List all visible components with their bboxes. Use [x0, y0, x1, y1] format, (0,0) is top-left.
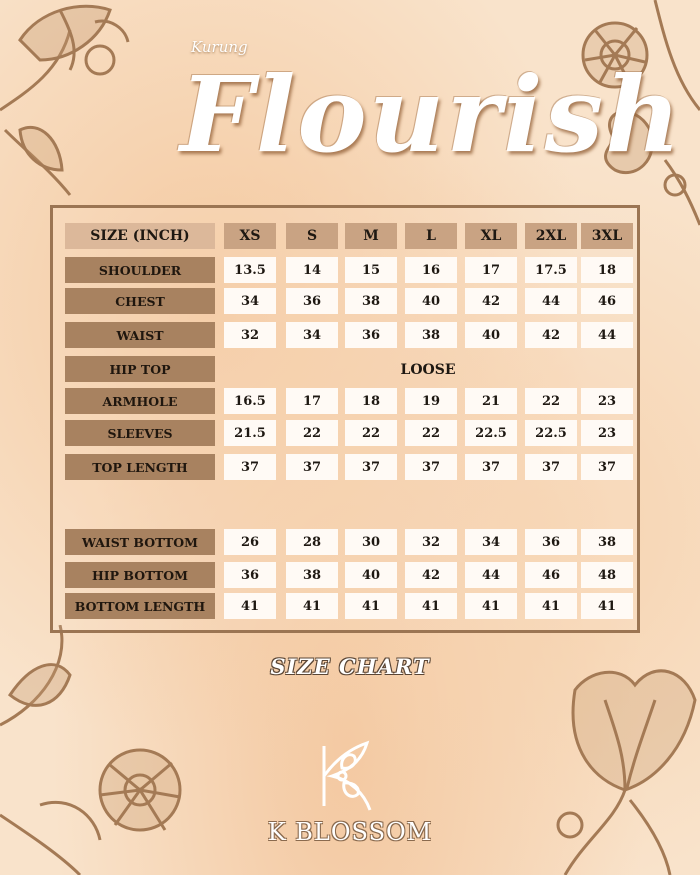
table-cell: 34 [224, 288, 276, 314]
table-cell: 17 [286, 388, 338, 414]
table-cell: 32 [224, 322, 276, 348]
table-cell: 41 [581, 593, 633, 619]
table-cell: 37 [224, 454, 276, 480]
row-label-bottom-length: BOTTOM LENGTH [65, 593, 215, 619]
brand-name: K BLOSSOM [267, 818, 433, 846]
table-cell: 19 [405, 388, 457, 414]
table-cell: 41 [345, 593, 397, 619]
table-cell: 40 [465, 322, 517, 348]
table-cell: 22 [286, 420, 338, 446]
table-cell: 40 [405, 288, 457, 314]
row-label-shoulder: SHOULDER [65, 257, 215, 283]
flower-illustration-icon [545, 660, 700, 875]
table-cell: 36 [525, 529, 577, 555]
table-cell: 17.5 [525, 257, 577, 283]
table-cell: 28 [286, 529, 338, 555]
k-blossom-logo-icon [312, 738, 382, 814]
table-cell: 26 [224, 529, 276, 555]
table-cell: 21.5 [224, 420, 276, 446]
table-cell: 40 [345, 562, 397, 588]
table-cell: 44 [465, 562, 517, 588]
table-cell: 37 [405, 454, 457, 480]
table-cell: 44 [581, 322, 633, 348]
table-cell: 36 [224, 562, 276, 588]
table-cell: 23 [581, 388, 633, 414]
size-header-s: S [286, 223, 338, 249]
row-label-hip-top: HIP TOP [65, 356, 215, 382]
table-cell: 18 [581, 257, 633, 283]
size-header-xs: XS [224, 223, 276, 249]
table-cell: 22 [345, 420, 397, 446]
size-header-m: M [345, 223, 397, 249]
table-cell: 42 [405, 562, 457, 588]
table-cell: 41 [465, 593, 517, 619]
table-cell: 44 [525, 288, 577, 314]
collection-title: Flourish [180, 53, 683, 176]
table-cell: 16 [405, 257, 457, 283]
size-chart-heading: SIZE CHART [270, 654, 430, 679]
table-cell: 37 [286, 454, 338, 480]
flower-illustration-icon [0, 0, 150, 200]
table-cell: 30 [345, 529, 397, 555]
table-cell: 14 [286, 257, 338, 283]
table-cell: 13.5 [224, 257, 276, 283]
table-cell: 48 [581, 562, 633, 588]
row-label-chest: CHEST [65, 288, 215, 314]
collection-subtitle: Kurung [191, 38, 248, 56]
table-cell: 42 [525, 322, 577, 348]
table-cell: 46 [525, 562, 577, 588]
table-cell: 17 [465, 257, 517, 283]
table-cell: 37 [525, 454, 577, 480]
table-cell: 36 [345, 322, 397, 348]
table-cell: 38 [286, 562, 338, 588]
table-cell: 46 [581, 288, 633, 314]
table-cell: 22.5 [465, 420, 517, 446]
row-label-armhole: ARMHOLE [65, 388, 215, 414]
row-label-waist: WAIST [65, 322, 215, 348]
row-label-waist-bottom: WAIST BOTTOM [65, 529, 215, 555]
table-cell: 32 [405, 529, 457, 555]
size-header-xl: XL [465, 223, 517, 249]
table-cell: 22 [405, 420, 457, 446]
table-cell: 41 [405, 593, 457, 619]
table-cell: 37 [581, 454, 633, 480]
size-header-l: L [405, 223, 457, 249]
table-header-label: SIZE (INCH) [65, 223, 215, 249]
row-label-sleeves: SLEEVES [65, 420, 215, 446]
table-cell: 38 [345, 288, 397, 314]
table-cell: 22 [525, 388, 577, 414]
size-header-3xl: 3XL [581, 223, 633, 249]
row-label-top-length: TOP LENGTH [65, 454, 215, 480]
table-cell: 41 [286, 593, 338, 619]
table-cell: 16.5 [224, 388, 276, 414]
table-cell: 34 [465, 529, 517, 555]
table-cell: 21 [465, 388, 517, 414]
table-cell: 23 [581, 420, 633, 446]
row-label-hip-bottom: HIP BOTTOM [65, 562, 215, 588]
table-cell: 37 [465, 454, 517, 480]
table-cell: 41 [224, 593, 276, 619]
table-cell: 38 [581, 529, 633, 555]
table-cell: 22.5 [525, 420, 577, 446]
table-cell: 15 [345, 257, 397, 283]
table-cell: 42 [465, 288, 517, 314]
hip-top-loose-value: LOOSE [400, 362, 456, 378]
table-cell: 38 [405, 322, 457, 348]
table-cell: 36 [286, 288, 338, 314]
table-cell: 18 [345, 388, 397, 414]
table-cell: 37 [345, 454, 397, 480]
table-cell: 34 [286, 322, 338, 348]
flower-illustration-icon [0, 625, 200, 875]
table-cell: 41 [525, 593, 577, 619]
size-header-2xl: 2XL [525, 223, 577, 249]
